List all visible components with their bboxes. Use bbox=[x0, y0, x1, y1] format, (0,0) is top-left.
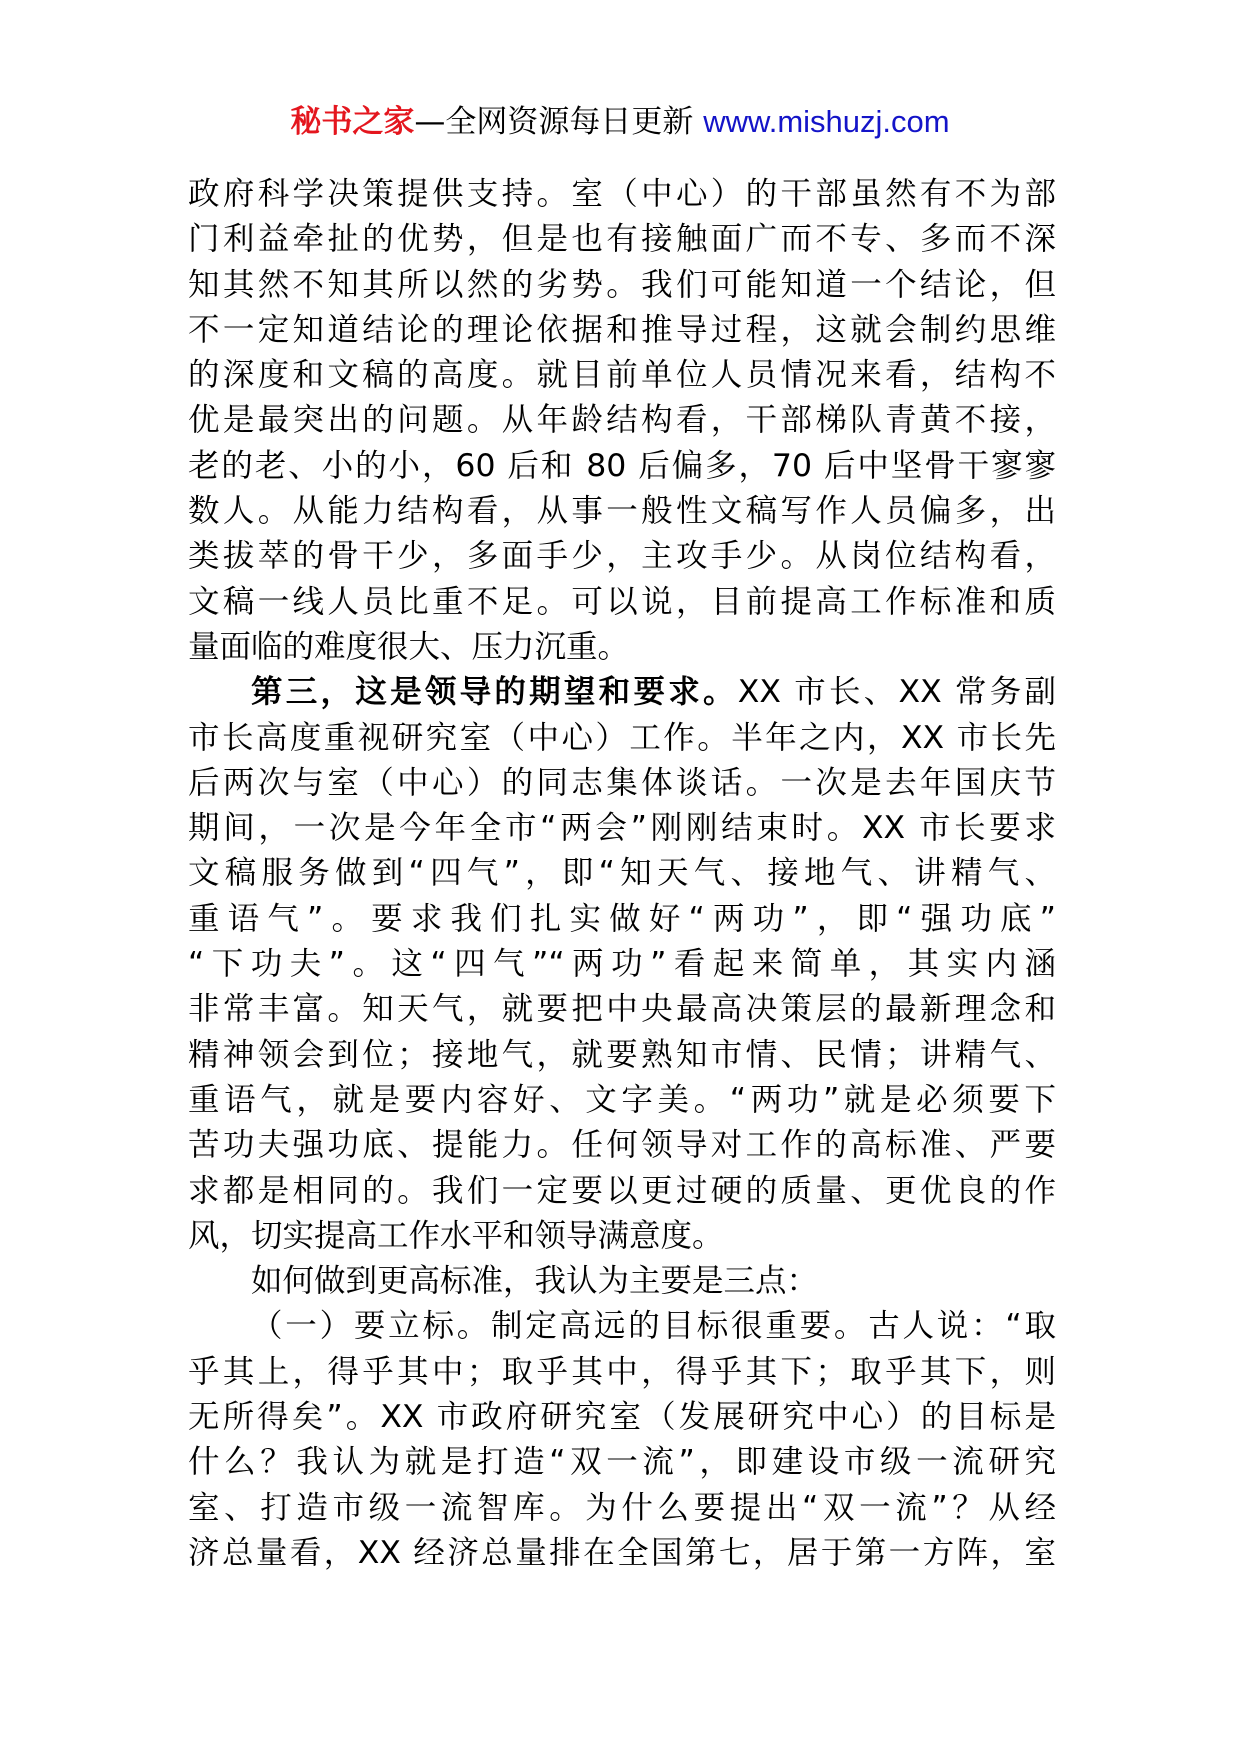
text-line: 重语气”。要求我们扎实做好“两功”，即“强功底” bbox=[188, 900, 1056, 937]
text-line: 求都是相同的。我们一定要以更过硬的质量、更优良的作 bbox=[188, 1172, 1056, 1209]
document-body bbox=[188, 172, 1056, 1576]
text-line: 无所得矣”。XX 市政府研究室（发展研究中心）的目标是 bbox=[188, 1399, 1056, 1436]
section-heading: 第三，这是领导的期望和要求。 bbox=[251, 674, 738, 711]
text-line: 室、打造市级一流智库。为什么要提出“双一流”？从经 bbox=[188, 1489, 1056, 1526]
text-line: 文稿一线人员比重不足。可以说，目前提高工作标准和质 bbox=[188, 583, 1056, 620]
text-span: XX 市长、XX 常务副 bbox=[737, 674, 1056, 711]
text-line: “下功夫”。这“四气”“两功”看起来简单，其实内涵 bbox=[188, 946, 1056, 983]
text-line: 济总量看，XX 经济总量排在全国第七，居于第一方阵，室 bbox=[188, 1534, 1056, 1571]
text-line: 政府科学决策提供支持。室（中心）的干部虽然有不为部 bbox=[188, 176, 1056, 212]
site-url-link[interactable]: www.mishuzj.com bbox=[703, 104, 950, 139]
text-line: 不一定知道结论的理论依据和推导过程，这就会制约思维 bbox=[188, 311, 1056, 348]
text-line: 什么？我认为就是打造“双一流”，即建设市级一流研究 bbox=[188, 1444, 1056, 1481]
text-line: 老的老、小的小，60 后和 80 后偏多，70 后中坚骨干寥寥 bbox=[188, 447, 1056, 484]
text-line: 乎其上，得乎其中；取乎其中，得乎其下；取乎其下，则 bbox=[188, 1353, 1056, 1390]
text-line: 量面临的难度很大、压力沉重。 bbox=[188, 628, 630, 665]
text-line: 的深度和文稿的高度。就目前单位人员情况来看，结构不 bbox=[188, 357, 1056, 394]
text-line: 精神领会到位；接地气，就要熟知市情、民情；讲精气、 bbox=[188, 1036, 1056, 1073]
text-line: 后两次与室（中心）的同志集体谈话。一次是去年国庆节 bbox=[188, 764, 1056, 801]
text-line: 如何做到更高标准，我认为主要是三点： bbox=[251, 1263, 819, 1300]
text-line: 数人。从能力结构看，从事一般性文稿写作人员偏多，出 bbox=[188, 493, 1056, 530]
text-line: （一）要立标。制定高远的目标很重要。古人说：“取 bbox=[251, 1308, 1056, 1345]
text-line: 非常丰富。知天气，就要把中央最高决策层的最新理念和 bbox=[188, 991, 1056, 1028]
text-line: 期间，一次是今年全市“两会”刚刚结束时。XX 市长要求 bbox=[188, 810, 1056, 847]
text-line: 重语气，就是要内容好、文字美。“两功”就是必须要下 bbox=[188, 1081, 1056, 1118]
brand-name: 秘书之家 bbox=[290, 104, 415, 140]
text-line: 类拔萃的骨干少，多面手少，主攻手少。从岗位结构看， bbox=[188, 538, 1056, 575]
text-line: 风，切实提高工作水平和领导满意度。 bbox=[188, 1217, 724, 1254]
text-line: 知其然不知其所以然的劣势。我们可能知道一个结论，但 bbox=[188, 266, 1056, 303]
text-line: 市长高度重视研究室（中心）工作。半年之内，XX 市长先 bbox=[188, 719, 1056, 756]
page-header bbox=[0, 100, 1240, 144]
text-line: 文稿服务做到“四气”，即“知天气、接地气、讲精气、 bbox=[188, 855, 1056, 892]
text-line: 苦功夫强功底、提能力。任何领导对工作的高标准、严要 bbox=[188, 1127, 1056, 1164]
header-tagline: —全网资源每日更新 bbox=[414, 104, 694, 140]
text-line: 门利益牵扯的优势，但是也有接触面广而不专、多而不深 bbox=[188, 221, 1056, 258]
text-line: 优是最突出的问题。从年龄结构看，干部梯队青黄不接， bbox=[188, 402, 1056, 439]
section-heading-line bbox=[188, 670, 1056, 715]
